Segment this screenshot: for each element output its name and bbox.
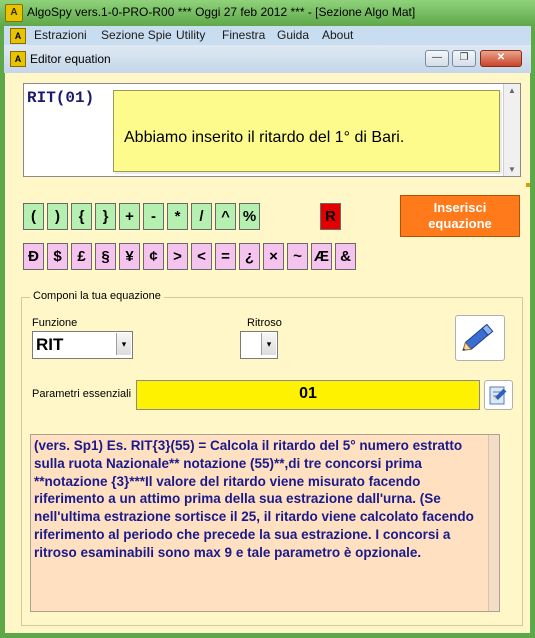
edit-params-button[interactable]	[484, 380, 513, 410]
symbol-button-dstroke[interactable]: Đ	[23, 243, 44, 270]
menu-about[interactable]: About	[322, 28, 354, 42]
symbol-button-equals[interactable]: =	[215, 243, 236, 270]
symbol-button-close-paren[interactable]: )	[47, 203, 68, 230]
scroll-down-icon[interactable]: ▼	[508, 165, 516, 174]
symbol-button-divide[interactable]: /	[191, 203, 212, 230]
symbol-button-r[interactable]: R	[320, 203, 341, 230]
symbol-button-dollar[interactable]: $	[47, 243, 68, 270]
funzione-dropdown[interactable]	[32, 331, 133, 359]
menu-app-icon[interactable]: A	[10, 28, 26, 44]
symbol-button-inverted-question[interactable]: ¿	[239, 243, 260, 270]
editor-window-icon: A	[10, 51, 26, 67]
menu-estrazioni[interactable]: Estrazioni	[34, 28, 87, 42]
minimize-button[interactable]: —	[425, 50, 449, 67]
symbol-button-close-brace[interactable]: }	[95, 203, 116, 230]
symbol-button-minus[interactable]: -	[143, 203, 164, 230]
tooltip-text: Abbiamo inserito il ritardo del 1° di Bari.	[124, 129, 405, 146]
app-title: AlgoSpy vers.1-0-PRO-R00 *** Oggi 27 feb 2012 *** - [Sezione Algo Mat]	[27, 5, 416, 19]
info-tooltip	[113, 90, 500, 172]
symbol-button-open-paren[interactable]: (	[23, 203, 44, 230]
symbol-button-ampersand[interactable]: &	[335, 243, 356, 270]
help-text: (vers. Sp1) Es. RIT{3}(55) = Calcola il ritardo del 5° numero estratto sulla ruota Nazionale** notazione (55)**,di tre concorsi prima **notazione {3}***Il valore del ritardo viene misurato facendo riferimento a un attimo prima della sua estrazione dall'urna. (Se nell'ultima estrazione sortisce il 25, il ritardo viene calcolato facendo riferimento al periodo che precede la sua estrazione. I concorsi a ritroso esaminabili sono max 9 e tale parametro è opzionale.	[34, 438, 474, 560]
help-description-box[interactable]	[30, 434, 500, 612]
symbol-button-open-brace[interactable]: {	[71, 203, 92, 230]
symbol-button-multiply[interactable]: *	[167, 203, 188, 230]
app-logo-icon: A	[5, 4, 23, 22]
equation-text: RIT(01)	[27, 89, 95, 107]
params-value: 01	[299, 385, 317, 402]
help-scrollbar[interactable]	[488, 435, 499, 611]
funzione-label: Funzione	[32, 317, 78, 329]
ritroso-label: Ritroso	[247, 317, 282, 329]
symbol-button-plus[interactable]: +	[119, 203, 140, 230]
symbol-button-section[interactable]: §	[95, 243, 116, 270]
menu-sezione-spie[interactable]: Sezione Spie	[101, 28, 172, 42]
symbol-button-yen[interactable]: ¥	[119, 243, 140, 270]
insert-equation-button[interactable]: Inserisci equazione	[400, 195, 520, 237]
editor-client-area	[5, 73, 530, 633]
child-window-title: Editor equation	[30, 52, 111, 66]
ritroso-dropdown[interactable]	[240, 331, 278, 359]
restore-button[interactable]: ❐	[452, 50, 476, 67]
params-label: Parametri essenziali	[32, 388, 132, 400]
symbol-button-tilde[interactable]: ~	[287, 243, 308, 270]
menu-utility[interactable]: Utility	[176, 28, 206, 42]
pen-icon	[456, 316, 504, 360]
menu-finestra[interactable]: Finestra	[222, 28, 266, 42]
params-input[interactable]	[136, 380, 480, 410]
scroll-up-icon[interactable]: ▲	[508, 86, 516, 95]
close-button[interactable]: ✕	[480, 50, 522, 67]
chevron-down-icon[interactable]: ▾	[116, 333, 131, 355]
menubar	[4, 26, 531, 45]
symbol-button-cent[interactable]: ¢	[143, 243, 164, 270]
editor-scrollbar[interactable]	[503, 84, 520, 176]
resize-marker	[526, 183, 530, 187]
child-window-titlebar[interactable]	[4, 45, 531, 73]
app-titlebar[interactable]	[0, 0, 535, 26]
funzione-value: RIT	[36, 335, 64, 354]
symbol-button-caret[interactable]: ^	[215, 203, 236, 230]
symbol-button-greater[interactable]: >	[167, 243, 188, 270]
chevron-down-icon[interactable]: ▾	[261, 333, 276, 355]
symbol-button-less[interactable]: <	[191, 243, 212, 270]
symbol-button-percent[interactable]: %	[239, 203, 260, 230]
pen-edit-button[interactable]	[455, 315, 505, 361]
symbol-button-pound[interactable]: £	[71, 243, 92, 270]
menu-guida[interactable]: Guida	[277, 28, 310, 42]
symbol-button-times[interactable]: ×	[263, 243, 284, 270]
notepad-edit-icon	[485, 381, 512, 409]
symbol-button-ae[interactable]: Æ	[311, 243, 332, 270]
group-label: Componi la tua equazione	[30, 290, 164, 302]
